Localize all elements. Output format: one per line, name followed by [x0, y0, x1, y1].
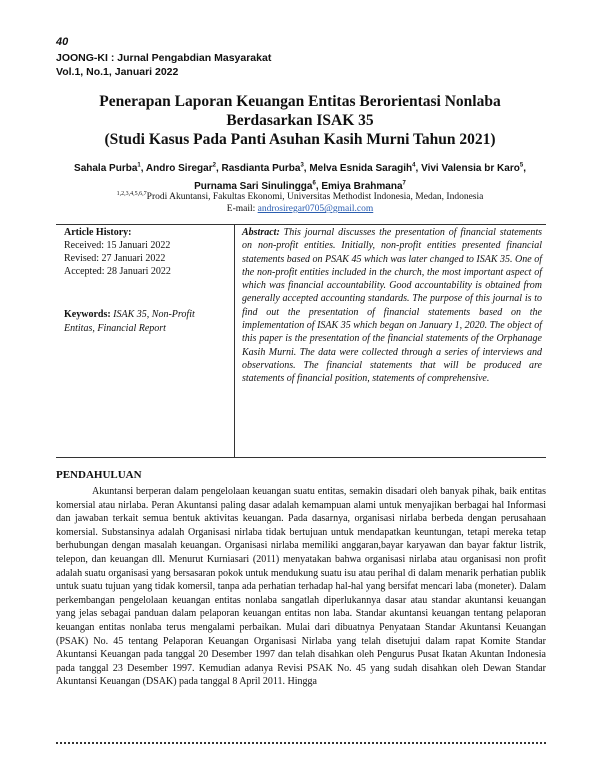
keywords-label: Keywords: — [64, 309, 111, 320]
keywords — [64, 308, 224, 335]
abstract — [242, 226, 542, 386]
email-link[interactable]: androsiregar0705@gmail.com — [257, 204, 374, 215]
history-title: Article History: — [64, 227, 132, 238]
author: Andro Siregar$^2$, — [145, 163, 222, 175]
title-line-2: Berdasarkan ISAK 35 — [226, 112, 374, 129]
journal-header — [56, 51, 271, 79]
history-accepted: Accepted: 28 Januari 2022 — [64, 266, 171, 277]
article-history — [64, 226, 224, 278]
author: Emiya Brahmana$^7$ — [321, 180, 406, 192]
box-bottom-rule — [56, 457, 546, 458]
email-line: E-mail: androsiregar0705@gmail.com — [226, 204, 374, 215]
page-number: 40 — [56, 36, 69, 48]
title-line-1: Penerapan Laporan Keuangan Entitas Berorientasi Nonlaba — [99, 93, 501, 110]
author: Rasdianta Purba$^3$, — [221, 163, 310, 175]
author: Vivi Valensia br Karo$^5$, — [421, 163, 526, 175]
box-top-rule — [56, 224, 546, 225]
history-revised: Revised: 27 Januari 2022 — [64, 253, 166, 264]
author: Sahala Purba$^1$, — [74, 163, 146, 175]
journal-name: JOONG-KI : Jurnal Pengabdian Masyarakat — [56, 52, 272, 64]
abstract-label: Abstract: — [242, 227, 280, 238]
paper-title — [40, 92, 560, 149]
author: Melva Esnida Saragih$^4$, — [309, 163, 422, 175]
author: Purnama Sari Sinulingga$^6$, — [194, 180, 322, 192]
keywords-text: ISAK 35, Non-Profit Entitas, Financial Report — [64, 309, 195, 334]
journal-issue: Vol.1, No.1, Januari 2022 — [56, 66, 179, 78]
title-line-3: (Studi Kasus Pada Panti Asuhan Kasih Murni Tahun 2021) — [104, 131, 496, 148]
affiliation-block — [52, 188, 548, 215]
history-received: Received: 15 Januari 2022 — [64, 240, 171, 251]
box-column-divider — [234, 224, 235, 457]
footer-dotted-rule — [56, 742, 546, 744]
affiliation: $^{1,2,3,4,5,6,7}$Prodi Akuntansi, Fakultas Ekonomi, Universitas Methodist Indonesia, Medan, Indonesia — [116, 191, 484, 203]
section-heading: PENDAHULUAN — [56, 469, 142, 481]
abstract-text: This journal discusses the presentation of financial statements on non-profit entities. Initially, non-profit entities presented financial statements based on PSAK 45 which was later changed to ISAK 35. One of the non-profit entities included in the church, the most important aspect of which was financial accountability. Good accountability is obtained from generally accepted accounting standards. The purpose of this journal is to find out the presentation of financial statements based on the implementation of ISAK 35 which began on January 1, 2020. The object of this paper is the presentation of the financial statements of the Orphanage Kasih Murni. The data were collected through a series of interviews and observations. The financial statements that will be produced are statements of financial position, statements of comprehensive. — [242, 227, 543, 385]
body-paragraph: Akuntansi berperan dalam pengelolaan keuangan suatu entitas, semakin disadari oleh banyak pihak, baik entitas komersial atau nirlaba. Peran Akuntansi paling dasar adalah kemampuan alami untuk menyajikan berbagai hal Informasi dan jawaban terkait semua bentuk aktivitas keuangan. Pada dasarnya, organisasi nirlaba berbeda dengan perusahaan komersial. Substansinya adalah Organisasi nirlaba tidak bertujuan untuk mendapatkan keuntungan, tetapi mereka tetap berhubungan dengan masalah keuangan. Organisasi nirlaba memiliki anggaran,bayar karyawan dan bayar faktur listrik, telepon, dan keuangan dll. Menurut Kurniasari (2011) menyatakan bahwa organisasi nirlaba atau organisasi non profit adalah suatu organisasi yang bersasaran pokok untuk mendukung suatu isu atau perihal di dalam menarik perhatian publik untuk suatu tujuan yang tidak komersil, tanpa ada perhatian terhadap hal-hal yang bersifat mencari laba (moneter). Dalam perkembangan pengelolaan keuangan entitas nonlaba sangatlah diperlukannya dasar atau standar akuntansi keuangan yang jelas sebagai panduan dalam pelaporan keuangan entitas non laba. Standar akuntansi keuangan tentang pelaporan keuangan entitas nonlaba terus mengalami perbaikan. Mulai dari dibuatnya Penyataan Standar Akuntansi Keuangan (PSAK) No. 45 tentang Pelaporan Keuangan Organisasi Nirlaba yang telah disetujui dalam rapat Komite Standar Akuntansi Keuangan pada tanggal 20 Desember 1997 dan telah disahkan oleh Pengurus Pusat Ikatan Akuntan Indonesia pada tanggal 23 Desember 1997. Kemudian adanya Revisi PSAK No. 45 yang sudah disahkan oleh Dewan Standar Akuntansi Keuangan (DSAK) pada tanggal 8 April 2011. Hingga — [56, 486, 546, 688]
